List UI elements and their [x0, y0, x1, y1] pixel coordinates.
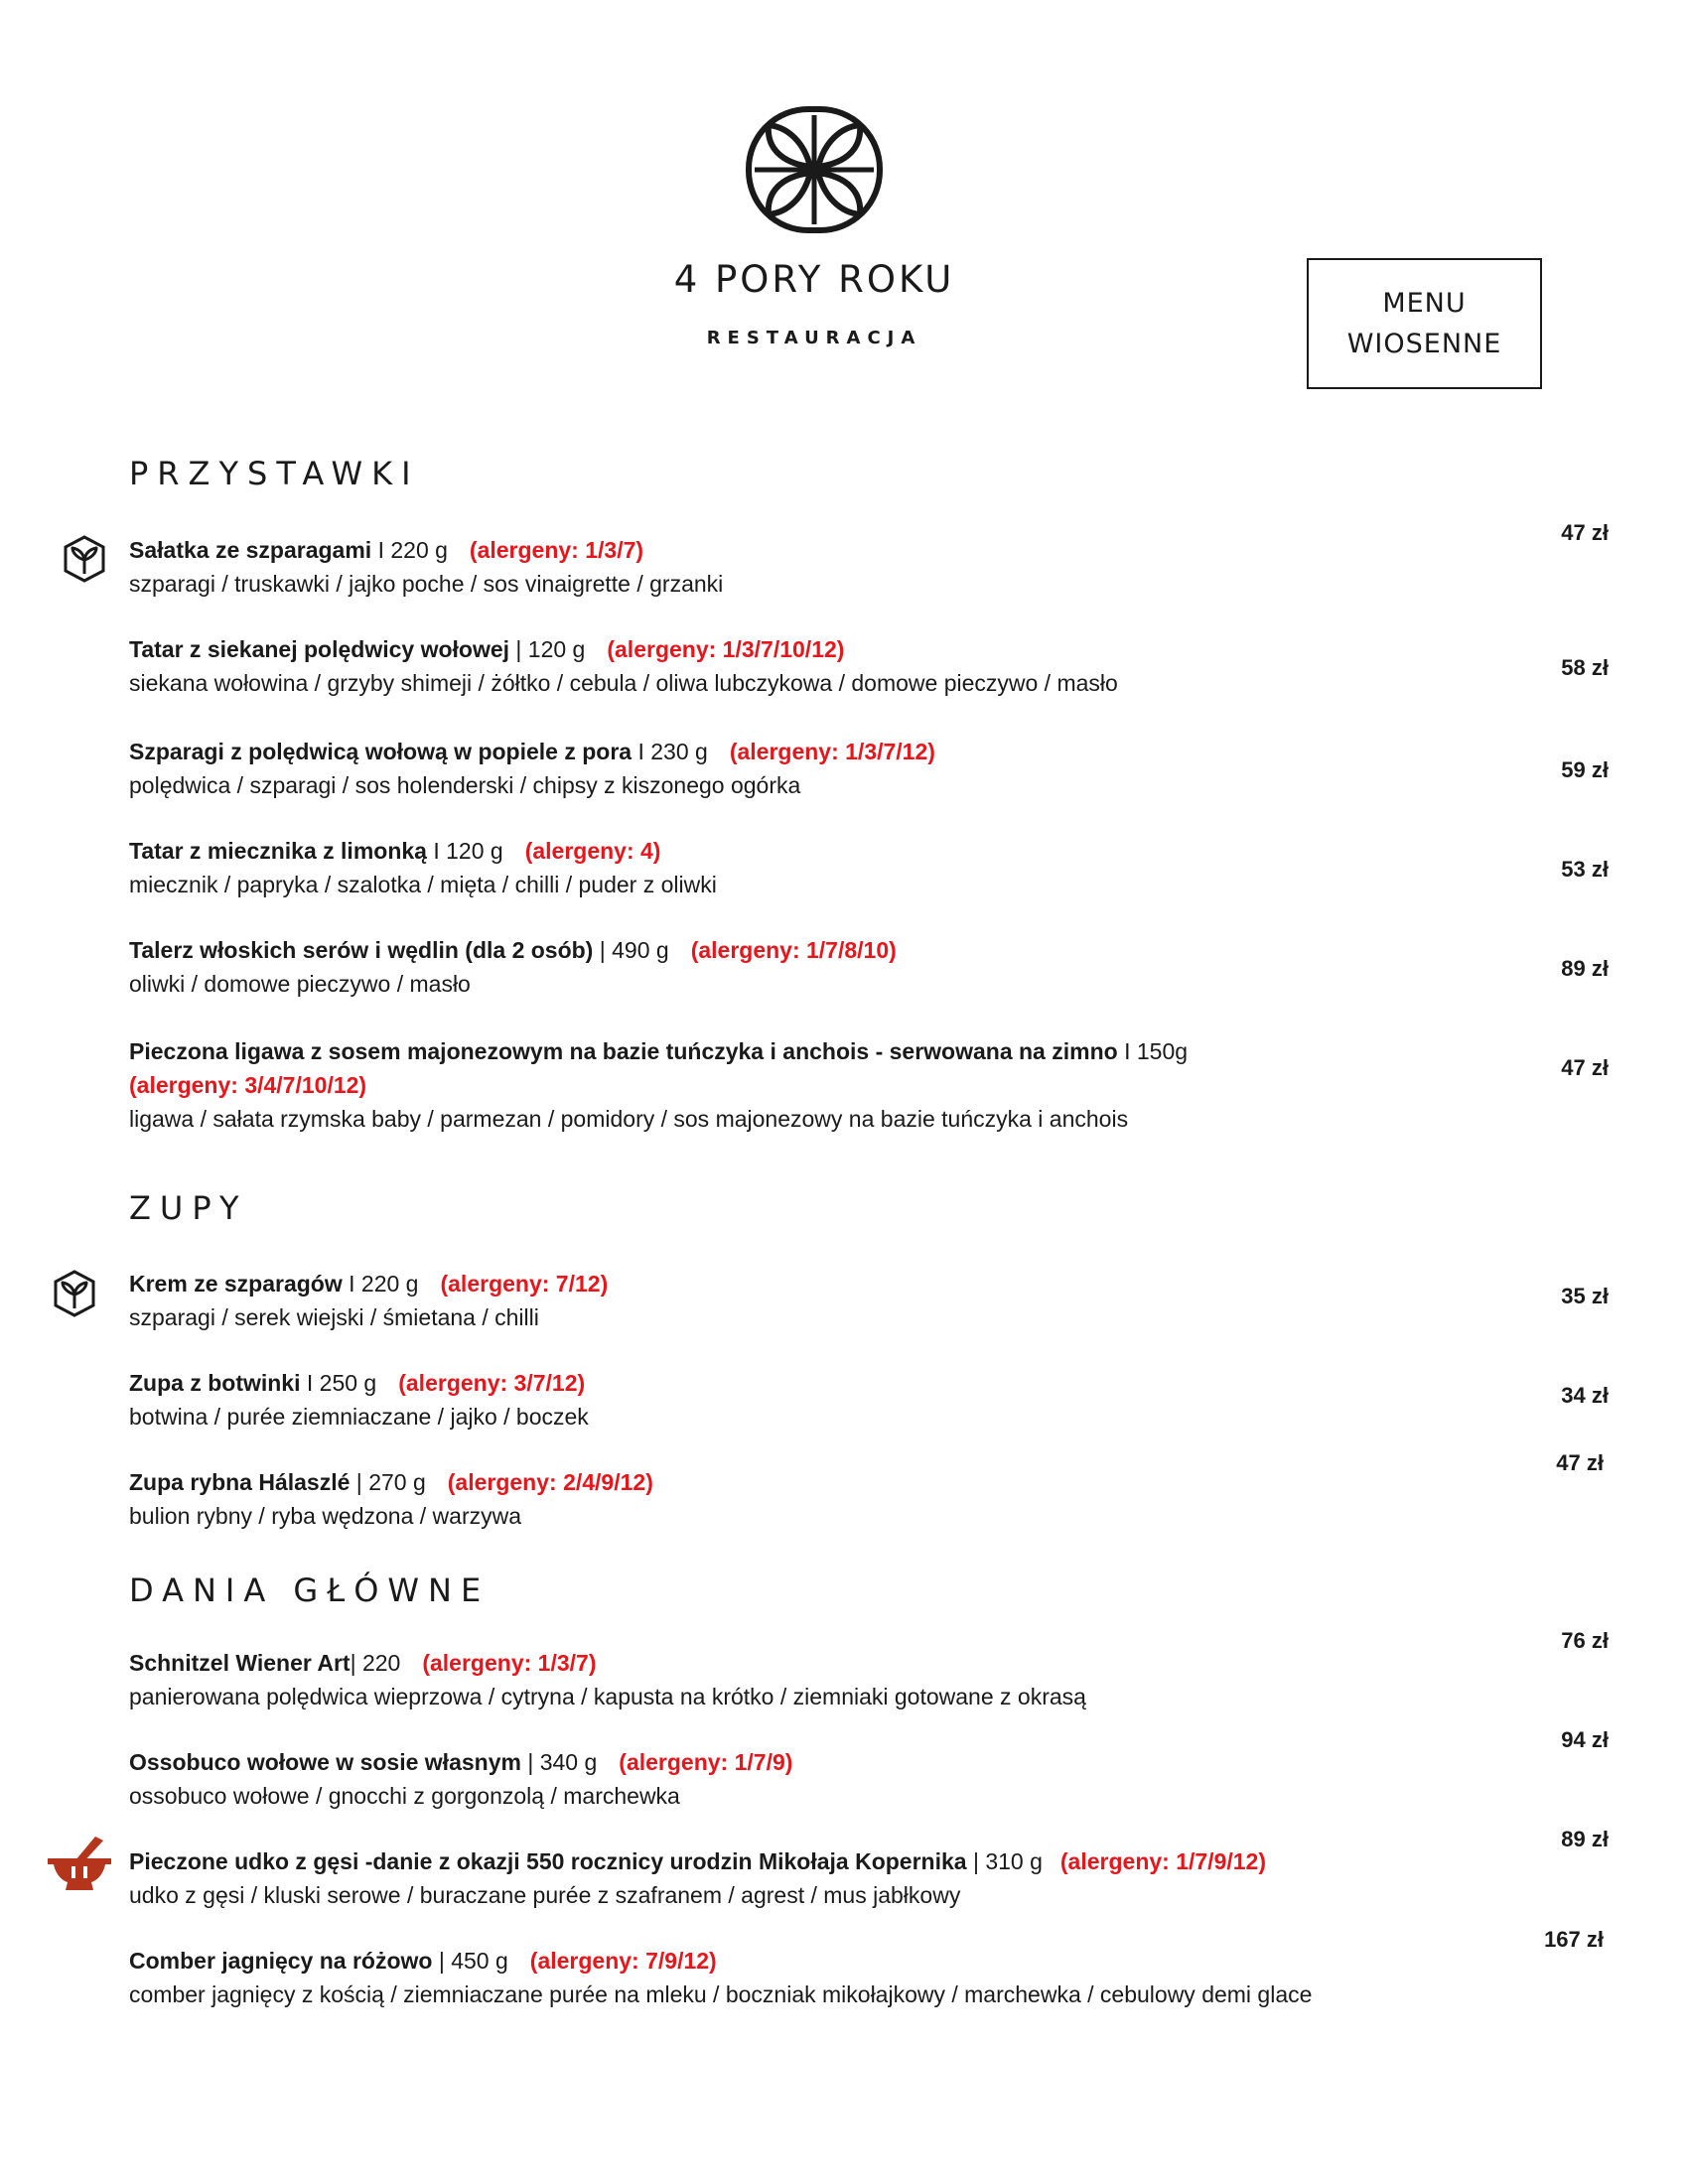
menu-item — [129, 1267, 1380, 1334]
item-allergens: (alergeny: 1/3/7) — [469, 537, 644, 563]
item-allergens: (alergeny: 1/3/7/12) — [729, 739, 935, 764]
item-price: 47 zł — [1561, 1055, 1609, 1080]
item-weight: 120 g — [527, 636, 586, 662]
item-price: 47 zł — [1556, 1450, 1604, 1475]
item-allergens: (alergeny: 7/9/12) — [529, 1948, 717, 1974]
section-title-soups: ZUPY — [129, 1189, 248, 1227]
menu-title-box — [1307, 258, 1542, 389]
brand-name: 4 PORY ROKU — [673, 258, 955, 301]
item-name: Tatar z miecznika z limonką — [129, 838, 427, 864]
item-allergens: (alergeny: 4) — [524, 838, 661, 864]
menu-item — [129, 1646, 1380, 1713]
item-allergens: (alergeny: 1/7/9/12) — [1059, 1848, 1266, 1874]
item-weight: 450 g — [451, 1948, 508, 1974]
menu-item — [129, 1745, 1380, 1813]
item-weight: 220 — [361, 1650, 401, 1676]
item-description: oliwki / domowe pieczywo / masło — [129, 971, 471, 997]
item-description: comber jagnięcy z kością / ziemniaczane purée na mleku / boczniak mikołajkowy / marchewka / cebulowy demi glace — [129, 1981, 1313, 2007]
menu-item — [129, 1034, 1380, 1136]
item-name: Schnitzel Wiener Art — [129, 1650, 351, 1676]
item-separator: I — [426, 838, 447, 864]
item-name: Talerz włoskich serów i wędlin (dla 2 osób) — [129, 937, 594, 963]
item-price: 35 zł — [1561, 1284, 1609, 1308]
item-separator: | — [350, 1650, 362, 1676]
item-description: polędwica / szparagi / sos holenderski / chipsy z kiszonego ogórka — [129, 772, 801, 798]
item-weight: 150g — [1136, 1038, 1189, 1064]
item-price: 34 zł — [1561, 1383, 1609, 1408]
item-name: Ossobuco wołowe w sosie własnym — [129, 1749, 521, 1775]
menu-item — [129, 632, 1380, 700]
item-description: bulion rybny / ryba wędzona / warzywa — [129, 1503, 522, 1529]
item-weight: 120 g — [446, 838, 503, 864]
item-separator: | — [509, 636, 528, 662]
item-weight: 230 g — [650, 739, 708, 764]
item-separator: | — [520, 1749, 540, 1775]
item-price: 76 zł — [1561, 1628, 1609, 1653]
restaurant-logo-icon — [745, 105, 884, 234]
menu-item — [129, 735, 1380, 802]
mortar-pestle-icon — [46, 1835, 113, 1894]
item-separator: I — [1117, 1038, 1137, 1064]
item-description: ligawa / sałata rzymska baby / parmezan / pomidory / sos majonezowy na bazie tuńczyka i anchois — [129, 1106, 1129, 1132]
item-allergens: (alergeny: 2/4/9/12) — [447, 1469, 653, 1495]
item-separator: | — [966, 1848, 986, 1874]
item-separator: | — [593, 937, 613, 963]
item-description: miecznik / papryka / szalotka / mięta / chilli / puder z oliwki — [129, 872, 717, 897]
item-separator: I — [300, 1370, 320, 1396]
menu-item — [129, 1844, 1380, 1912]
item-separator: I — [371, 537, 391, 563]
item-separator: I — [632, 739, 651, 764]
menu-item — [129, 1465, 1380, 1533]
item-description: udko z gęsi / kluski serowe / buraczane purée z szafranem / agrest / mus jabłkowy — [129, 1882, 961, 1908]
section-title-starters: PRZYSTAWKI — [129, 455, 420, 492]
item-weight: 250 g — [319, 1370, 377, 1396]
item-name: Zupa rybna Hálaszlé — [129, 1469, 351, 1495]
menu-item — [129, 834, 1380, 901]
item-separator: | — [350, 1469, 369, 1495]
item-price: 89 zł — [1561, 956, 1609, 981]
item-allergens: (alergeny: 1/7/8/10) — [690, 937, 897, 963]
item-price: 59 zł — [1561, 757, 1609, 782]
item-allergens: (alergeny: 7/12) — [440, 1271, 609, 1297]
item-price: 53 zł — [1561, 857, 1609, 882]
item-weight: 340 g — [539, 1749, 598, 1775]
item-description: ossobuco wołowe / gnocchi z gorgonzolą / marchewka — [129, 1783, 680, 1809]
item-separator: | — [432, 1948, 452, 1974]
item-allergens: (alergeny: 1/3/7/10/12) — [607, 636, 845, 662]
menu-title-line2: WIOSENNE — [1346, 329, 1502, 359]
item-price: 58 zł — [1561, 655, 1609, 680]
item-name: Sałatka ze szparagami — [129, 537, 372, 563]
item-separator: I — [342, 1271, 361, 1297]
item-weight: 270 g — [368, 1469, 426, 1495]
menu-item — [129, 933, 1380, 1001]
vegetarian-icon — [62, 534, 107, 584]
item-name: Krem ze szparagów — [129, 1271, 343, 1297]
item-weight: 220 g — [390, 537, 448, 563]
item-price: 94 zł — [1561, 1727, 1609, 1752]
item-description: szparagi / truskawki / jajko poche / sos vinaigrette / grzanki — [129, 571, 724, 597]
menu-item — [129, 533, 1380, 601]
item-description: panierowana polędwica wieprzowa / cytryna / kapusta na krótko / ziemniaki gotowane z okrasą — [129, 1684, 1086, 1709]
item-description: botwina / purée ziemniaczane / jajko / boczek — [129, 1404, 589, 1430]
menu-item — [129, 1366, 1380, 1433]
item-allergens: (alergeny: 3/7/12) — [398, 1370, 586, 1396]
item-allergens: (alergeny: 1/7/9) — [619, 1749, 793, 1775]
item-weight: 310 g — [985, 1848, 1043, 1874]
vegetarian-icon — [52, 1269, 97, 1318]
item-name: Comber jagnięcy na różowo — [129, 1948, 433, 1974]
item-price: 167 zł — [1544, 1927, 1604, 1952]
item-name: Szparagi z polędwicą wołową w popiele z pora — [129, 739, 633, 764]
menu-title-line1: MENU — [1382, 288, 1467, 319]
brand-subtitle: RESTAURACJA — [706, 328, 922, 348]
item-weight: 220 g — [360, 1271, 419, 1297]
item-name: Tatar z siekanej polędwicy wołowej — [129, 636, 510, 662]
item-name: Zupa z botwinki — [129, 1370, 301, 1396]
section-title-mains: DANIA GŁÓWNE — [129, 1571, 491, 1609]
menu-item — [129, 1944, 1321, 2011]
item-name: Pieczona ligawa z sosem majonezowym na bazie tuńczyka i anchois - serwowana na zimno — [129, 1038, 1118, 1064]
item-price: 47 zł — [1561, 520, 1609, 545]
item-description: siekana wołowina / grzyby shimeji / żółtko / cebula / oliwa lubczykowa / domowe pieczywo / masło — [129, 670, 1118, 696]
item-name: Pieczone udko z gęsi -danie z okazji 550 rocznicy urodzin Mikołaja Kopernika — [129, 1848, 967, 1874]
item-price: 89 zł — [1561, 1827, 1609, 1851]
item-allergens: (alergeny: 3/4/7/10/12) — [129, 1072, 367, 1098]
item-description: szparagi / serek wiejski / śmietana / chilli — [129, 1304, 539, 1330]
item-allergens: (alergeny: 1/3/7) — [422, 1650, 597, 1676]
item-weight: 490 g — [612, 937, 669, 963]
